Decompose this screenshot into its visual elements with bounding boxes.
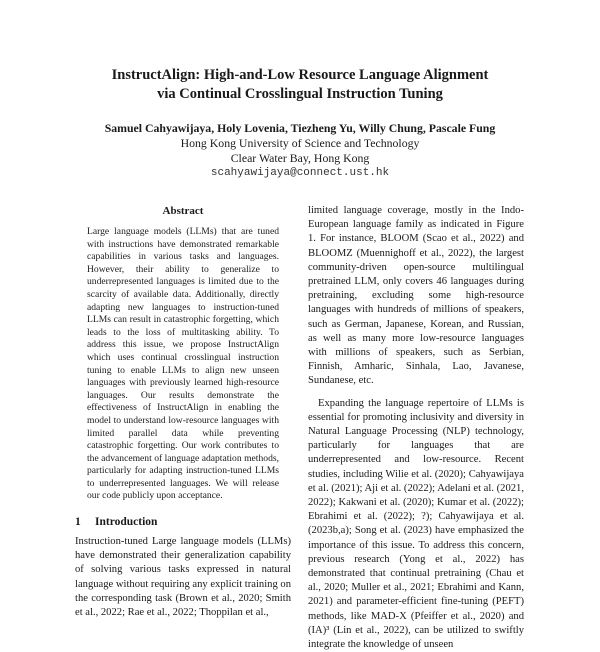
abstract-heading: Abstract	[162, 205, 204, 217]
title-line-2: via Continual Crosslingual Instruction Tuning	[157, 86, 443, 102]
section-title: Introduction	[95, 516, 158, 529]
intro-paragraph: Instruction-tuned Large language models (LLMs) have demonstrated their generalization capability of solving various tasks expressed in natural language without requiring any explicit training on the corresponding task (Brown et al., 2020; Smith et al., 2022; Rae et al., 2022; Thoppilan et al.,	[75, 536, 291, 619]
section-heading	[75, 515, 291, 529]
author-email: scahyawijaya@connect.ust.hk	[210, 167, 390, 179]
paper-title	[60, 66, 540, 104]
affiliation-line-2: Clear Water Bay, Hong Kong	[230, 151, 370, 165]
right-column	[308, 204, 524, 652]
section-number: 1	[75, 516, 81, 529]
abstract-text: Large language models (LLMs) that are tuned with instructions have demonstrated remarkable capabilities in various tasks and languages. However, their ability to generalize to underrepresented languages is limited due to the scarcity of available data. Additionally, directly adapting new languages to instruction-tuned LLMs can result in catastrophic forgetting, which leads to the loss of multitasking ability. To address this issue, we propose InstructAlign which uses continual crosslingual instruction tuning to enable LLMs to align new unseen languages with previously learned high-resource languages. Our results demonstrate the effectiveness of InstructAlign in enabling the model to understand low-resource languages with limited parallel data while preventing catastrophic forgetting. Our work contributes to the advancement of language adaptation methods, particularly for adapting instruction-tuned LLMs to underrepresented languages. We will release our code publicly upon acceptance.	[87, 226, 279, 502]
author-block	[40, 121, 560, 181]
title-line-1: InstructAlign: High-and-Low Resource Language Alignment	[111, 67, 489, 83]
author-names: Samuel Cahyawijaya, Holy Lovenia, Tiezheng Yu, Willy Chung, Pascale Fung	[104, 121, 496, 135]
left-column	[75, 204, 291, 620]
affiliation-line-1: Hong Kong University of Science and Technology	[180, 136, 420, 150]
body-paragraph-2: Expanding the language repertoire of LLMs is essential for promoting inclusivity and diversity in Natural Language Processing (NLP) technology, particularly for languages that are underrepresented and low-resource. Recent studies, including Wilie et al. (2020); Cahyawijaya et al. (2021); Aji et al. (2022); Adelani et al. (2021, 2022); Kakwani et al. (2020); Kumar et al. (2022); Ebrahimi et al. (2022); ?); Cahyawijaya et al. (2023b,a); Song et al. (2023) have emphasized the importance of this issue. To address this concern, previous research (Yong et al., 2022) has demonstrated that continual pretraining (Chau et al., 2020; Muller et al., 2021; Ebrahimi and Kann, 2021) and parameter-efficient fine-tuning (PEFT) methods, like MAD-X (Pfeiffer et al., 2020) and (IA)³ (Lin et al., 2022), can be utilized to swiftly integrate the knowledge of unseen	[308, 397, 524, 651]
body-paragraph-1: limited language coverage, mostly in the Indo-European language family as indicated in Figure 1. For instance, BLOOM (Scao et al., 2022) and BLOOMZ (Muennighoff et al., 2022), the largest community-driven open-source multilingual pretrained LLM, only covers 46 languages during pretraining, excluding some high-resource languages with hundreds of millions of speakers, such as German, Japanese, Korean, and Russian, as well as many more low-resource languages with millions of speakers, such as Serbian, Finnish, Amharic, Sinhala, Lao, Javanese, Sundanese, etc.	[308, 205, 524, 387]
